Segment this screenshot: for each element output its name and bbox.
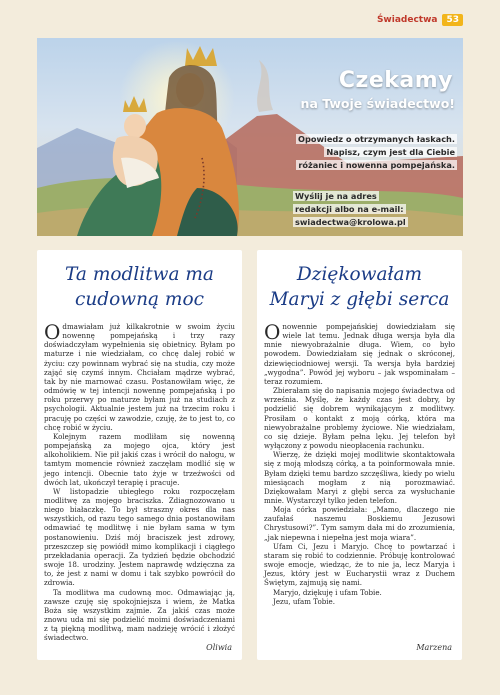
article-title-line: Maryi z głębi serca	[269, 289, 450, 310]
banner-contact	[293, 190, 408, 229]
article-paragraph: Jezu, ufam Tobie.	[273, 596, 335, 606]
article-paragraph: Maryjo, dziękuję i ufam Tobie.	[273, 587, 382, 597]
page-number: 53	[442, 14, 463, 26]
article-paragraph: Ufam Ci, Jezu i Maryjo. Chcę to powtarzać i staram się robić to codziennie. Próbuję kontrolować swoje emocje, wiedząc, że to nie ja, lecz Maryja i Jezus, który jest w Eucharystii wraz z Duchem Świętym, zajmują się nami.	[264, 541, 455, 588]
banner-subtitle: na Twoje świadectwo!	[300, 96, 455, 111]
article-paragraph: Moja córka powiedziała: „Mamo, dlaczego nie zaufałaś naszemu Boskiemu Jezusowi Chrystusowi?”. Tym samym dała mi do zrozumienia, „jak niepewna i niepełna jest moja wiara”.	[264, 505, 455, 542]
signature: Marzena	[416, 643, 452, 652]
article-paragraph: Kolejnym razem modliłam się nowenną pompejańską za mojego ojca, który jest alkoholikiem. Nie pił jakiś czas i wrócił do nałogu, w tamtym momencie również zaczęłam modlić się w jego intencji. Obecnie tato żyje w trzeźwości od dwóch lat, ukończył terapię i pracuje.	[44, 431, 235, 487]
article-title-line: Dziękowałam	[296, 264, 423, 285]
article-paragraph: Wierzę, że dzięki mojej modlitwie skontaktowała się z moją młodszą córką, a ta poinformowała mnie. Byłam dzięki temu bardzo szczęśliwa, kiedy po wielu miesiącach mogłam z nią porozmawiać. Dziękowałam Maryi z głębi serca za wysłuchanie mnie. Wystarczył tylko jeden telefon.	[264, 450, 455, 505]
article-title	[37, 262, 242, 312]
banner-prompt-line: Opowiedz o otrzymanych łaskach.	[298, 134, 455, 144]
section-label: Świadectwa	[376, 15, 438, 25]
volcano-smoke	[257, 60, 273, 112]
paragraph-text: dmawiałam już kilkakrotnie w swoim życiu nowennę pompejańską i trzy razy doświadczyłam wypełnienia się obietnicy. Byłam po maturze i nie wiedziałam, co chcę dalej robić w życiu: czy powinnam wybrać się na studia, czy może zająć się czymś innym. Chciałam mądrze wybrać, tak by nie marnować czasu. Postanowiłam więc, że odmówię w tej intencji nowennę pompejańską i po roku przerwy po maturze byłam już na studiach z psychologii. Aktualnie jestem już na trzecim roku i pracuję po części w zawodzie, czuję, że to jest to, co chcę robić w życiu.	[44, 322, 235, 432]
banner-prompt	[257, 133, 457, 172]
article-body	[264, 322, 455, 606]
banner-title: Czekamy	[338, 68, 453, 93]
banner-contact-email[interactable]: swiadectwa@krolowa.pl	[295, 217, 406, 227]
article-title	[257, 262, 462, 312]
article-marzena	[257, 250, 462, 660]
banner-contact-line: Wyślij je na adres	[295, 191, 377, 201]
article-title-line: cudowną moc	[75, 289, 204, 310]
article-title-line: Ta modlitwa ma	[65, 264, 214, 285]
article-oliwia	[37, 250, 242, 660]
drop-cap: O	[264, 320, 281, 344]
testimony-banner	[37, 38, 463, 236]
article-paragraph: W listopadzie ubiegłego roku rozpoczęłam modlitwę za mojego braciszka. Zdiagnozowano u niego białaczkę. To był straszny okres dla nas wszystkich, od razu tego samego dnia postanowiłam odmawiać tę modlitwę i nie byłam sama w tym postanowieniu. Dziś mój braciszek jest zdrowy, przeszczep się powiódł mimo komplikacji i ciągłego przekładania operacji. Za tydzień będzie obchodzić swoje 18. urodziny. Jestem naprawdę wdzięczna za to, że jest z nami w domu i tak szybko powrócił do zdrowia.	[44, 486, 235, 588]
article-body	[44, 322, 235, 642]
paragraph-text: nowennie pompejańskiej dowiedziałam się wiele lat temu. Jednak długa wersja była dla mnie niewyobrażalnie długa. Wiem, co było powodem. Dowiedziałam się jednak o skróconej, dziewięciodniowej wersji. Ta wersja była bardziej „wygodna”. Powód jej wyboru – jak wspominałam – teraz rozumiem.	[264, 322, 455, 386]
banner-prompt-line: różaniec i nowenna pompejańska.	[298, 160, 455, 170]
article-paragraph: Zbierałam się do napisania mojego świadectwa od września. Myślę, że każdy czas jest dobry, by podzielić się dobrem wynikającym z modlitwy. Prosiłam o kontakt z moją córką, która ma niewyobrażalne problemy życiowe. Nie wiedziałam, co się dzieje. Byłam pełna lęku. Jej telefon był wyłączony z powodu nieopłacenia rachunku.	[264, 386, 455, 451]
drop-cap: O	[44, 320, 61, 344]
article-paragraph: Ta modlitwa ma cudowną moc. Odmawiając ją, zawsze czuję się spokojniejsza i wiem, że Matka Boża się wszystkim zajmie. Za jakiś czas może znowu uda mi się podzielić moimi doświadczeniami z tą piękną modlitwą, mam nadzieję wrócić i złożyć świadectwo.	[44, 587, 235, 643]
signature: Oliwia	[206, 643, 232, 652]
page-header-tag	[377, 14, 463, 26]
article-paragraph	[264, 322, 455, 386]
child-face	[124, 114, 146, 138]
banner-contact-line: redakcji albo na e-mail:	[295, 204, 404, 214]
banner-prompt-line: Napisz, czym jest dla Ciebie	[326, 147, 455, 157]
article-paragraph	[44, 322, 235, 432]
